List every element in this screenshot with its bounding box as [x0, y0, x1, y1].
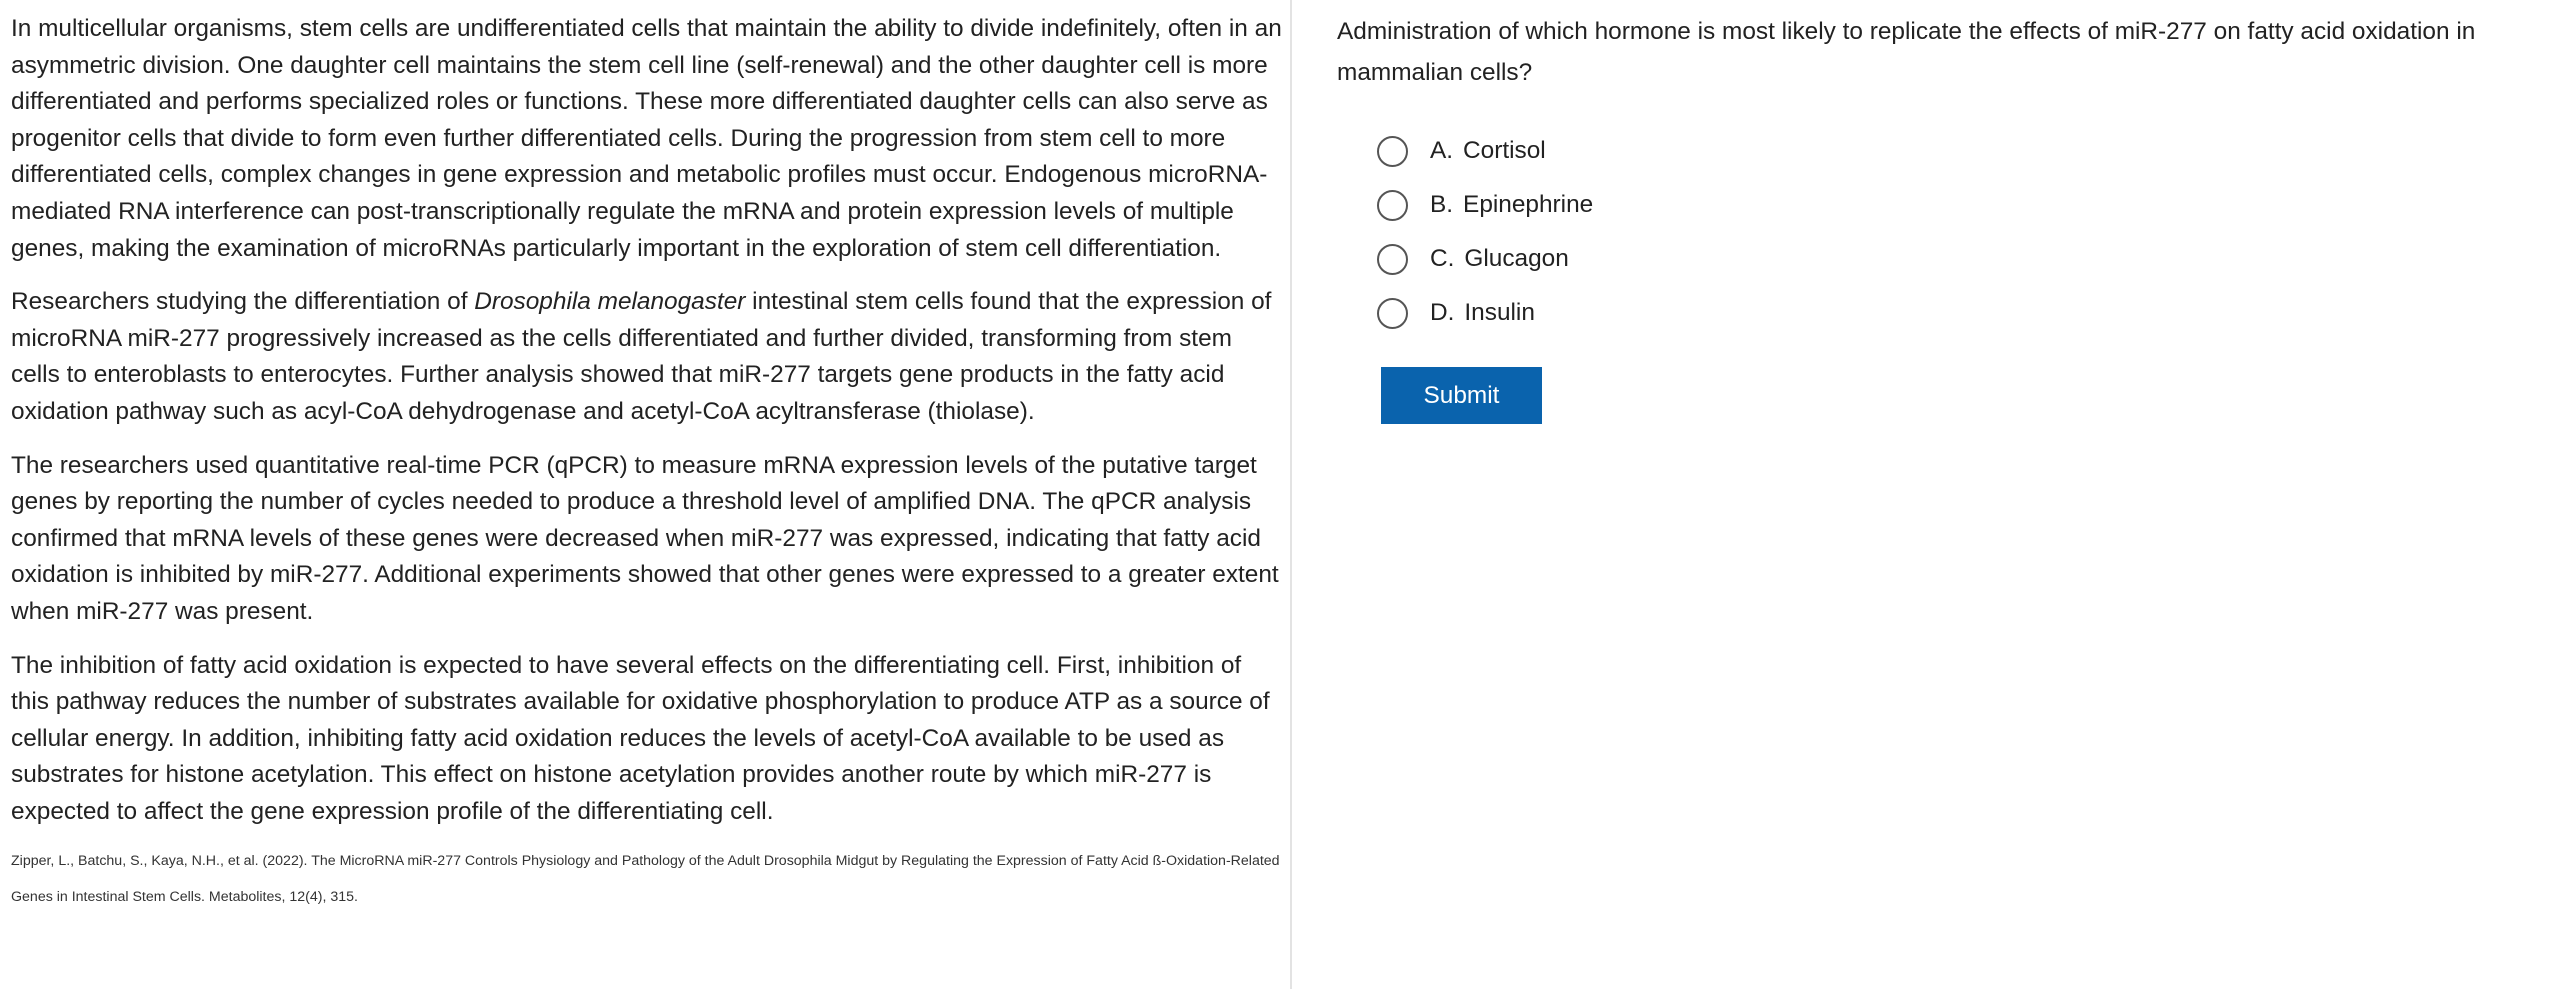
- choice-text-c: Glucagon: [1464, 245, 1569, 272]
- paragraph-2-text-end: intestinal stem cells found that the expression of microRNA miR-277 progressively increased as the cells differentiated and further divided, transforming from stem cells to enteroblasts to enterocytes. Further analysis showed that miR-277 targets gene products in the fatty acid oxidation pathway such as acyl-CoA dehydrogenase and acetyl-CoA acyltransferase (thiolase).: [11, 288, 1272, 425]
- choice-label-c[interactable]: [1430, 245, 1569, 273]
- question-pane: [1337, 0, 2537, 409]
- passage-paragraph-2: [11, 284, 1282, 430]
- answer-choice-d[interactable]: [1377, 286, 1593, 340]
- choice-letter-a: A.: [1430, 137, 1454, 164]
- choice-letter-d: D.: [1430, 299, 1455, 326]
- choice-label-d[interactable]: [1430, 299, 1535, 327]
- radio-button-b[interactable]: [1377, 190, 1408, 221]
- choice-text-b: Epinephrine: [1463, 191, 1594, 218]
- answer-choice-c[interactable]: [1377, 232, 1593, 286]
- choice-text-a: Cortisol: [1463, 137, 1546, 164]
- paragraph-2-text-start: Researchers studying the differentiation of: [11, 288, 475, 316]
- choice-label-b[interactable]: [1430, 191, 1593, 219]
- passage-paragraph-3: The researchers used quantitative real-time PCR (qPCR) to measure mRNA expression levels of the putative target genes by reporting the number of cycles needed to produce a threshold level of amplified DNA. The qPCR analysis confirmed that mRNA levels of these genes were decreased when miR-277 was expressed, indicating that fatty acid oxidation is inhibited by miR-277. Additional experiments showed that other genes were expressed to a greater extent when miR-277 was present.: [11, 451, 1279, 625]
- passage-paragraph-1: In multicellular organisms, stem cells are undifferentiated cells that maintain the ability to divide indefinitely, often in an asymmetric division. One daughter cell maintains the stem cell line (self-renewal) and the other daughter cell is more differentiated and performs specialized roles or functions. These more differentiated daughter cells can also serve as progenitor cells that divide to form even further differentiated cells. During the progression from stem cell to more differentiated cells, complex changes in gene expression and metabolic profiles must occur. Endogenous microRNA-mediated RNA interference can post-transcriptionally regulate the mRNA and protein expression levels of multiple genes, making the examination of microRNAs particularly important in the exploration of stem cell differentiation.: [11, 15, 1282, 262]
- choice-label-a[interactable]: [1430, 137, 1546, 165]
- passage-paragraph-4: The inhibition of fatty acid oxidation is expected to have several effects on the differentiating cell. First, inhibition of this pathway reduces the number of substrates available for oxidative phosphorylation to produce ATP as a source of cellular energy. In addition, inhibiting fatty acid oxidation reduces the levels of acetyl-CoA available to be used as substrates for histone acetylation. This effect on histone acetylation provides another route by which miR-277 is expected to affect the gene expression profile of the differentiating cell.: [11, 651, 1270, 825]
- answer-choice-b[interactable]: [1377, 178, 1593, 232]
- choice-letter-b: B.: [1430, 191, 1454, 218]
- pane-divider[interactable]: [1290, 0, 1292, 989]
- passage-citation: Zipper, L., Batchu, S., Kaya, N.H., et al. (2022). The MicroRNA miR-277 Controls Physiology and Pathology of the Adult Drosophila Midgut by Regulating the Expression of Fatty Acid ß-Oxidation-Related Genes in Intestinal Stem Cells. Metabolites, 12(4), 315.: [11, 853, 1280, 906]
- answer-choices: [1377, 124, 1593, 340]
- radio-button-a[interactable]: [1377, 136, 1408, 167]
- radio-button-d[interactable]: [1377, 298, 1408, 329]
- question-stem: Administration of which hormone is most likely to replicate the effects of miR-277 on fatty acid oxidation in mammalian cells?: [1337, 18, 2476, 86]
- choice-text-d: Insulin: [1464, 299, 1535, 326]
- radio-button-c[interactable]: [1377, 244, 1408, 275]
- answer-choice-a[interactable]: [1377, 124, 1593, 178]
- choice-letter-c: C.: [1430, 245, 1455, 272]
- submit-button[interactable]: Submit: [1381, 367, 1542, 424]
- species-name: Drosophila melanogaster: [474, 288, 746, 316]
